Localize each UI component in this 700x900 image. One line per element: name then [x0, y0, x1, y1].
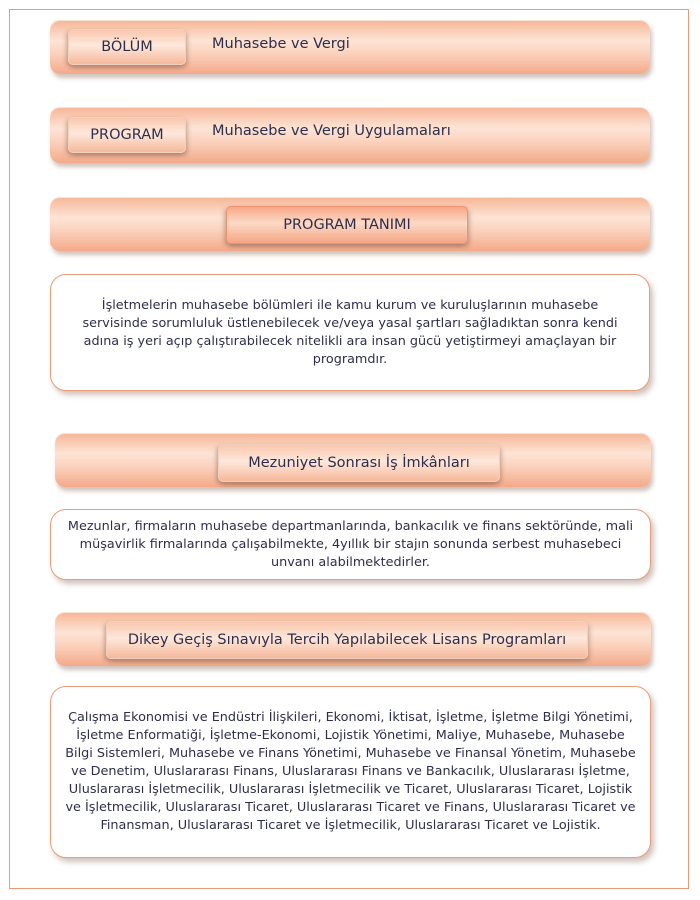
program-value: Muhasebe ve Vergi Uygulamaları	[212, 123, 451, 139]
dikey-gecis-text-box	[50, 686, 651, 858]
program-tanimi-heading: PROGRAM TANIMI	[226, 206, 468, 244]
program-label: PROGRAM	[68, 117, 186, 153]
mezuniyet-text: Mezunlar, firmaların muhasebe departmanlarında, bankacılık ve finans sektöründe, mali müşavirlik firmalarında çalışabilmekte, 4yıllık bir stajın sonunda serbest muhasebeci unvanı alabilmektedirler.	[67, 518, 634, 570]
mezuniyet-text-box	[50, 509, 651, 580]
mezuniyet-heading: Mezuniyet Sonrası İş İmkânları	[218, 444, 500, 482]
program-tanimi-text: İşletmelerin muhasebe bölümleri ile kamu kurum ve kuruluşlarının muhasebe servisinde sorumluluk üstlenebilecek ve/veya yasal şartları sağladıktan sonra kendi adına iş yeri açıp çalıştırabilecek nitelikli ara insan gücü yetiştirmeyi amaçlayan bir programdır.	[82, 297, 618, 367]
program-tanimi-text-box	[50, 274, 650, 391]
dikey-gecis-heading: Dikey Geçiş Sınavıyla Tercih Yapılabilecek Lisans Programları	[106, 621, 588, 659]
dikey-gecis-text: Çalışma Ekonomisi ve Endüstri İlişkileri, Ekonomi, İktisat, İşletme, İşletme Bilgi Yönetimi, İşletme Enformatiği, İşletme-Ekonomi, Lojistik Yönetimi, Maliye, Muhasebe, Muhasebe Bilgi Sistemleri, Muhasebe ve Finans Yönetimi, Muhasebe ve Finansal Yönetim, Muhasebe ve Denetim, Uluslararası Finans, Uluslararası Finans ve Bankacılık, Uluslararası İşletme, Uluslararası İşletmecilik, Uluslararası İşletmecilik ve Ticaret, Uluslararası Ticaret, Lojistik ve İşletmecilik, Uluslararası Ticaret, Uluslararası Ticaret ve Finans, Uluslararası Ticaret ve Finansman, Uluslararası Ticaret ve İşletmecilik, Uluslararası Ticaret ve Lojistik.	[65, 710, 636, 833]
bolum-value: Muhasebe ve Vergi	[212, 36, 350, 52]
bolum-label: BÖLÜM	[68, 29, 186, 65]
